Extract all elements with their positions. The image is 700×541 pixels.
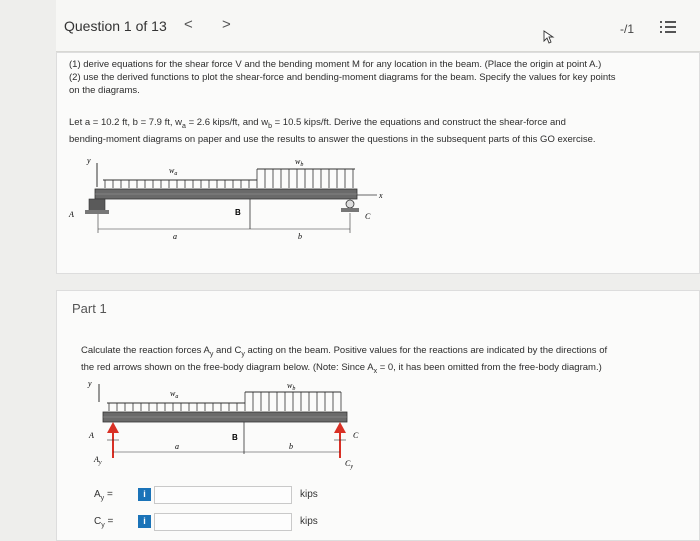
ay-label: $A_y$ — [94, 455, 102, 466]
wa-subscript: a — [182, 122, 186, 130]
uniform-load-wb — [265, 169, 353, 188]
roller-support-c — [341, 200, 359, 212]
reaction-arrow-cy — [334, 422, 346, 458]
cy-input-field[interactable] — [154, 513, 292, 531]
given-line-2: bending-moment diagrams on paper and use the results to answer the questions in the subsequent parts of this GO exercise. — [69, 133, 596, 145]
fbd-dimension-a-label: a — [175, 442, 179, 451]
dimension-b-label: b — [298, 232, 302, 241]
instructions — [69, 58, 689, 97]
ax-subscript: x — [373, 367, 378, 375]
next-question-button[interactable]: > — [222, 16, 231, 33]
question-list-icon[interactable] — [660, 20, 676, 34]
fbd-point-b-label: B — [232, 433, 238, 442]
info-button-cy[interactable]: i — [138, 515, 151, 528]
part-1-title: Part 1 — [72, 301, 107, 316]
fbd-uniform-load-wb — [253, 392, 341, 411]
ay-input-field[interactable] — [154, 486, 292, 504]
fbd-uniform-load-wa — [109, 403, 237, 411]
prev-question-button[interactable]: < — [184, 16, 193, 33]
instruction-line-1: (1) derive equations for the shear force V and the bending moment M for any location in the beam. (Place the origin at point A.) — [69, 59, 602, 70]
mouse-cursor-icon — [543, 30, 555, 44]
fbd-wa-label: $w_a$ — [170, 389, 179, 400]
problem-statement-card — [56, 52, 700, 274]
uniform-load-wa — [105, 180, 249, 188]
cy-subscript: y — [241, 350, 245, 358]
fbd-point-a-label: A — [89, 431, 94, 440]
answer-label-ay: $A_y$ = — [94, 489, 113, 502]
point-c-label: C — [365, 212, 371, 221]
wb-label: $w_b$ — [295, 157, 304, 168]
fbd-point-c-label: C — [353, 431, 359, 440]
pin-support-a — [85, 199, 109, 214]
cy-unit: kips — [300, 516, 318, 527]
ay-subscript: y — [209, 350, 214, 358]
question-label: Question 1 of 13 — [64, 18, 167, 34]
question-header — [56, 0, 700, 52]
fbd-wb-label: $w_b$ — [287, 381, 296, 392]
point-a-label: A — [69, 210, 74, 219]
beam-diagram — [57, 151, 397, 261]
fbd-dimension-b-label: b — [289, 442, 293, 451]
x-axis-label: x — [379, 191, 383, 200]
given-instructions: = 10.5 kips/ft. Derive the equations and construct the shear-force and — [274, 117, 566, 128]
info-button-ay[interactable]: i — [138, 488, 151, 501]
part-1-text-2b: = 0, it has been omitted from the free-body diagram.) — [379, 361, 602, 373]
y-axis-label: y — [87, 156, 91, 165]
point-b-label: B — [235, 208, 241, 217]
part-1-instructions — [81, 344, 691, 378]
instruction-line-2: (2) use the derived functions to plot the shear-force and bending-moment diagrams for the beam. Specify the values for key points — [69, 72, 616, 83]
part-1-text-2: the red arrows shown on the free-body diagram below. (Note: Since A — [81, 361, 374, 373]
given-values — [69, 116, 694, 146]
answer-row-cy — [94, 513, 354, 533]
cy-label: $C_y$ — [345, 459, 354, 470]
ay-unit: kips — [300, 489, 318, 500]
score-display: -/1 — [620, 22, 635, 36]
reaction-arrow-ay — [107, 422, 119, 458]
given-a-b-wa: Let a = 10.2 ft, b = 7.9 ft, w — [69, 117, 183, 128]
wb-subscript: b — [268, 122, 272, 130]
answer-row-ay — [94, 486, 354, 506]
part-1-card — [56, 290, 700, 541]
wa-label: $w_a$ — [169, 166, 178, 177]
part-1-text-1b: and C — [216, 345, 242, 356]
answer-label-cy: $C_y$ = — [94, 516, 114, 529]
instruction-line-3: on the diagrams. — [69, 85, 140, 96]
part-1-text-1: Calculate the reaction forces A — [81, 345, 210, 356]
free-body-diagram — [77, 378, 417, 488]
fbd-y-axis-label: y — [88, 379, 92, 388]
given-wb: = 2.6 kips/ft, and w — [188, 117, 269, 128]
part-1-text-1c: acting on the beam. Positive values for the reactions are indicated by the directions of — [247, 345, 608, 356]
dimension-a-label: a — [173, 232, 177, 241]
